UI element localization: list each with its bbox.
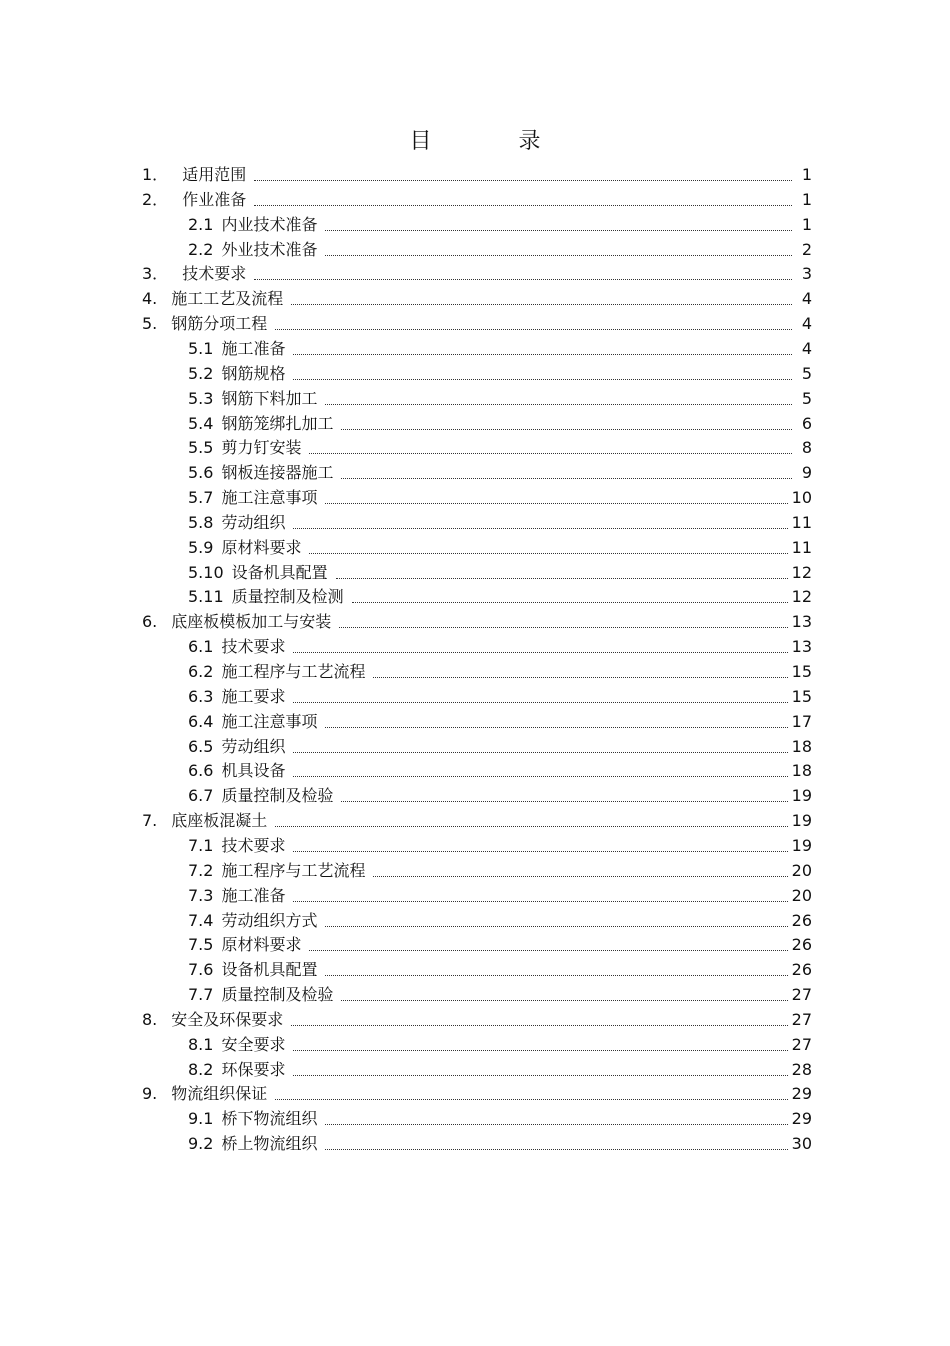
toc-entry-title: 施工工艺及流程: [171, 289, 284, 309]
toc-entry-number: 5.1: [188, 338, 214, 358]
dot-leader: [325, 975, 787, 976]
toc-entry-title: 作业准备: [182, 189, 247, 209]
toc-entry[interactable]: [188, 361, 812, 383]
toc-entry-title: 钢板连接器施工: [221, 463, 334, 483]
dot-leader: [293, 901, 787, 902]
dot-leader: [275, 826, 787, 827]
toc-entry-page: 3: [801, 264, 812, 284]
toc-entry-number: 5.7: [188, 488, 214, 508]
toc-entry-page: 18: [791, 736, 812, 756]
toc-entry-title: 安全要求: [221, 1034, 286, 1054]
toc-entry-page: 15: [791, 686, 812, 706]
toc-entry[interactable]: [142, 609, 812, 631]
dot-leader: [373, 677, 787, 678]
toc-entry-number: 6.3: [188, 686, 214, 706]
toc-entry[interactable]: [142, 261, 812, 283]
toc-entry-number: 5.4: [188, 413, 214, 433]
toc-entry-number: 3．: [142, 264, 169, 284]
toc-entry-title: 钢筋分项工程: [171, 314, 268, 334]
toc-entry-title: 质量控制及检验: [221, 985, 334, 1005]
dot-leader: [325, 1149, 787, 1150]
toc-entry-number: 7.: [142, 811, 158, 831]
dot-leader: [254, 279, 792, 280]
toc-entry-number: 8.: [142, 1009, 158, 1029]
dot-leader: [309, 553, 787, 554]
toc-entry-page: 15: [791, 662, 812, 681]
dot-leader: [341, 801, 787, 802]
toc-entry-number: 7.2: [188, 860, 214, 880]
dot-leader: [293, 528, 787, 529]
toc-entry[interactable]: [188, 908, 812, 930]
toc-entry[interactable]: [142, 1007, 812, 1029]
toc-entry-page: 29: [791, 1084, 812, 1104]
dot-leader: [373, 876, 787, 877]
dot-leader: [341, 478, 792, 479]
toc-entry[interactable]: [188, 460, 812, 482]
toc-entry-number: 7.7: [188, 985, 214, 1005]
toc-entry-title: 施工要求: [221, 686, 286, 706]
dot-leader: [352, 602, 788, 603]
toc-entry-page: 6: [801, 413, 812, 433]
toc-entry-number: 8.2: [188, 1059, 214, 1079]
toc-entry-title: 底座板模板加工与安装: [171, 612, 332, 632]
toc-entry-number: 2.1: [188, 214, 214, 234]
toc-entry-title: 施工程序与工艺流程: [221, 860, 366, 880]
toc-entry[interactable]: [188, 758, 812, 780]
toc-entry-title: 质量控制及检验: [221, 786, 334, 806]
toc-entry[interactable]: [188, 982, 812, 1004]
toc-entry-page: 17: [791, 711, 812, 731]
dot-leader: [325, 727, 787, 728]
toc-entry[interactable]: [188, 411, 812, 433]
toc-entry-number: 9.1: [188, 1109, 214, 1129]
toc-entry-title: 桥上物流组织: [221, 1134, 318, 1154]
toc-entry-title: 物流组织保证: [171, 1084, 268, 1104]
toc-entry-page: 8: [801, 438, 812, 458]
toc-entry-title: 施工准备: [221, 885, 286, 905]
dot-leader: [293, 379, 792, 380]
toc-entry-title: 内业技术准备: [221, 214, 318, 234]
toc-entry-page: 4: [801, 314, 812, 334]
dot-leader: [293, 652, 787, 653]
toc-entry-title: 钢筋下料加工: [221, 388, 318, 408]
toc-entry-page: 13: [791, 637, 812, 657]
toc-entry-page: 27: [791, 1034, 812, 1054]
toc-entry-page: 27: [791, 985, 812, 1005]
toc-entry-title: 技术要求: [221, 835, 286, 855]
toc-entry-number: 5.6: [188, 463, 214, 483]
dot-leader: [254, 205, 792, 206]
toc-entry-page: 11: [791, 537, 812, 557]
toc-entry-title: 环保要求: [221, 1059, 286, 1079]
toc-entry[interactable]: [188, 1057, 812, 1079]
toc-entry-title: 施工程序与工艺流程: [221, 662, 366, 681]
toc-entry-page: 20: [791, 860, 812, 880]
toc-entry-title: 设备机具配置: [231, 562, 328, 582]
toc-entry-number: 6.6: [188, 761, 214, 781]
dot-leader: [293, 1050, 787, 1051]
toc-entry[interactable]: [142, 311, 812, 333]
dot-leader: [325, 230, 792, 231]
toc-entry-title: 施工准备: [221, 338, 286, 358]
toc-entry-page: 19: [791, 835, 812, 855]
toc-entry[interactable]: [142, 286, 812, 308]
toc-entry-page: 28: [791, 1059, 812, 1079]
dot-leader: [293, 354, 792, 355]
toc-entry-number: 5.5: [188, 438, 214, 458]
toc-entry[interactable]: [188, 734, 812, 756]
toc-entry-title: 机具设备: [221, 761, 286, 781]
toc-entry[interactable]: [188, 535, 812, 557]
toc-entry-number: 2.2: [188, 239, 214, 259]
toc-entry[interactable]: [188, 560, 812, 582]
toc-entry-page: 12: [791, 587, 812, 607]
dot-leader: [254, 180, 792, 181]
toc-entry-number: 5.11: [188, 587, 224, 607]
toc-entry[interactable]: [188, 435, 812, 457]
toc-entry[interactable]: [142, 162, 812, 184]
toc-entry-number: 4.: [142, 289, 158, 309]
toc-entry-number: 7.3: [188, 885, 214, 905]
dot-leader: [293, 776, 787, 777]
dot-leader: [293, 752, 787, 753]
toc-entry-number: 5.10: [188, 562, 224, 582]
toc-entry-page: 1: [801, 189, 812, 209]
dot-leader: [275, 1099, 787, 1100]
toc-entry-title: 钢筋规格: [221, 363, 286, 383]
toc-entry-page: 5: [801, 388, 812, 408]
toc-entry-number: 7.5: [188, 935, 214, 955]
page-title: 目 录: [409, 129, 581, 154]
dot-leader: [325, 255, 792, 256]
dot-leader: [325, 404, 792, 405]
dot-leader: [309, 950, 787, 951]
toc-entry-number: 9.: [142, 1084, 158, 1104]
toc-entry-number: 6.4: [188, 711, 214, 731]
toc-entry-page: 9: [801, 463, 812, 483]
dot-leader: [325, 503, 787, 504]
toc-entry-number: 7.6: [188, 960, 214, 980]
dot-leader: [293, 851, 787, 852]
toc-entry-page: 1: [801, 214, 812, 234]
toc-entry-number: 2．: [142, 189, 169, 209]
toc-entry[interactable]: [188, 336, 812, 358]
toc-entry[interactable]: [188, 485, 812, 507]
toc-entry[interactable]: [142, 808, 812, 830]
toc-entry-page: 18: [791, 761, 812, 781]
toc-entry-page: 19: [791, 811, 812, 831]
toc-entry[interactable]: [188, 212, 812, 234]
toc-entry-title: 施工注意事项: [221, 711, 318, 731]
toc-entry-title: 剪力钉安装: [221, 438, 302, 458]
dot-leader: [325, 926, 787, 927]
toc-entry-number: 9.2: [188, 1134, 214, 1154]
toc-entry-title: 技术要求: [221, 637, 286, 657]
toc-entry-number: 6.5: [188, 736, 214, 756]
toc-entry-number: 6.1: [188, 637, 214, 657]
toc-entry[interactable]: [188, 783, 812, 805]
toc-entry[interactable]: [188, 584, 812, 606]
toc-entry[interactable]: [188, 1032, 812, 1054]
toc-entry-page: 26: [791, 960, 812, 980]
toc-entry-page: 1: [801, 165, 812, 184]
toc-entry-title: 适用范围: [182, 165, 247, 184]
dot-leader: [341, 429, 792, 430]
toc-entry-title: 底座板混凝土: [171, 811, 268, 831]
toc-entry[interactable]: [188, 659, 812, 681]
toc-entry-number: 8.1: [188, 1034, 214, 1054]
toc-entry[interactable]: [188, 1106, 812, 1128]
dot-leader: [293, 702, 787, 703]
toc-entry-title: 劳动组织方式: [221, 910, 318, 930]
toc-entry-page: 10: [791, 488, 812, 508]
toc-entry-page: 2: [801, 239, 812, 259]
toc-entry-number: 5.3: [188, 388, 214, 408]
toc-entry[interactable]: [188, 510, 812, 532]
toc-entry-page: 12: [791, 562, 812, 582]
toc-entry-title: 技术要求: [182, 264, 247, 284]
toc-entry[interactable]: [188, 386, 812, 408]
toc-entry[interactable]: [188, 883, 812, 905]
toc-entry-title: 钢筋笼绑扎加工: [221, 413, 334, 433]
toc-entry-title: 原材料要求: [221, 935, 302, 955]
toc-entry-title: 质量控制及检测: [231, 587, 344, 607]
dot-leader: [325, 1124, 787, 1125]
toc-entry-page: 29: [791, 1109, 812, 1129]
toc-entry-title: 桥下物流组织: [221, 1109, 318, 1129]
dot-leader: [339, 627, 787, 628]
toc-entry[interactable]: [188, 957, 812, 979]
dot-leader: [336, 578, 788, 579]
toc-entry-title: 原材料要求: [221, 537, 302, 557]
toc-entry-number: 7.4: [188, 910, 214, 930]
toc-entry[interactable]: [188, 709, 812, 731]
toc-entry-title: 安全及环保要求: [171, 1009, 284, 1029]
toc-entry-title: 施工注意事项: [221, 488, 318, 508]
toc-entry-page: 11: [791, 512, 812, 532]
toc-entry-number: 5.8: [188, 512, 214, 532]
toc-entry-title: 外业技术准备: [221, 239, 318, 259]
toc-entry-number: 6.7: [188, 786, 214, 806]
toc-entry[interactable]: [188, 684, 812, 706]
dot-leader: [291, 304, 792, 305]
toc-entry-page: 27: [791, 1009, 812, 1029]
toc-entry[interactable]: [188, 1131, 812, 1153]
toc-entry-number: 6.2: [188, 662, 214, 681]
toc-entry-page: 20: [791, 885, 812, 905]
toc-entry[interactable]: [142, 187, 812, 209]
toc-entry-page: 26: [791, 910, 812, 930]
toc-entry-title: 劳动组织: [221, 736, 286, 756]
toc-entry[interactable]: [188, 237, 812, 259]
toc-entry[interactable]: [142, 1081, 812, 1103]
toc-entry-page: 5: [801, 363, 812, 383]
dot-leader: [309, 453, 792, 454]
toc-entry[interactable]: [188, 858, 812, 880]
toc-entry-number: 5.2: [188, 363, 214, 383]
toc-entry-number: 5.9: [188, 537, 214, 557]
toc-entry-number: 7.1: [188, 835, 214, 855]
toc-entry[interactable]: [188, 833, 812, 855]
toc-entry-page: 4: [801, 289, 812, 309]
toc-entry-page: 19: [791, 786, 812, 806]
toc-entry[interactable]: [188, 932, 812, 954]
dot-leader: [291, 1025, 787, 1026]
toc-entry-page: 30: [791, 1134, 812, 1154]
dot-leader: [275, 329, 792, 330]
toc-entry-number: 5.: [142, 314, 158, 334]
toc-entry-number: 1．: [142, 165, 169, 184]
toc-entry-page: 4: [801, 338, 812, 358]
dot-leader: [293, 1075, 787, 1076]
toc-entry-title: 劳动组织: [221, 512, 286, 532]
toc-entry-title: 设备机具配置: [221, 960, 318, 980]
dot-leader: [341, 1000, 787, 1001]
toc-entry[interactable]: [188, 634, 812, 656]
toc-entry-page: 13: [791, 612, 812, 632]
toc-entry-number: 6.: [142, 612, 158, 632]
toc-entry-page: 26: [791, 935, 812, 955]
